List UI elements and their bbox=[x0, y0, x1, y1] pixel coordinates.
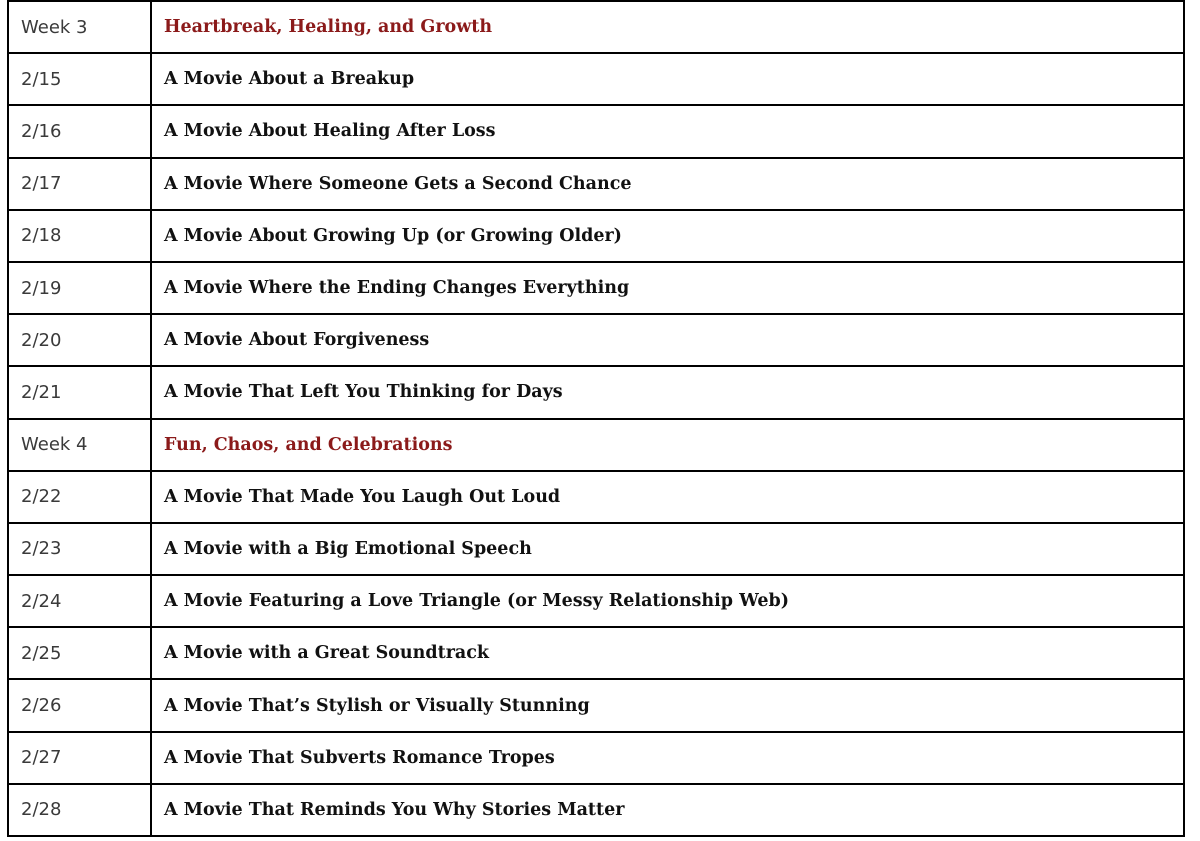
week-theme: Fun, Chaos, and Celebrations bbox=[151, 419, 1184, 471]
week-row bbox=[8, 419, 1184, 471]
table-row bbox=[8, 523, 1184, 575]
movie-prompt-cell: A Movie That Left You Thinking for Days bbox=[151, 366, 1184, 418]
date-cell: 2/25 bbox=[8, 627, 151, 679]
table-row bbox=[8, 366, 1184, 418]
table-row bbox=[8, 784, 1184, 836]
movie-prompt-cell: A Movie About Forgiveness bbox=[151, 314, 1184, 366]
date-cell: 2/16 bbox=[8, 105, 151, 157]
date-cell: 2/21 bbox=[8, 366, 151, 418]
date-cell: 2/20 bbox=[8, 314, 151, 366]
table-row bbox=[8, 575, 1184, 627]
date-cell: 2/17 bbox=[8, 158, 151, 210]
movie-prompt-cell: A Movie About Growing Up (or Growing Older) bbox=[151, 210, 1184, 262]
week-row bbox=[8, 1, 1184, 53]
movie-prompt-cell: A Movie About a Breakup bbox=[151, 53, 1184, 105]
date-cell: 2/22 bbox=[8, 471, 151, 523]
movie-prompt-cell: A Movie Featuring a Love Triangle (or Messy Relationship Web) bbox=[151, 575, 1184, 627]
date-cell: 2/19 bbox=[8, 262, 151, 314]
date-cell: 2/18 bbox=[8, 210, 151, 262]
movie-prompt-cell: A Movie with a Great Soundtrack bbox=[151, 627, 1184, 679]
schedule-body bbox=[8, 1, 1184, 836]
week-label: Week 3 bbox=[8, 1, 151, 53]
date-cell: 2/15 bbox=[8, 53, 151, 105]
date-cell: 2/24 bbox=[8, 575, 151, 627]
date-cell: 2/27 bbox=[8, 732, 151, 784]
table-row bbox=[8, 627, 1184, 679]
movie-prompt-cell: A Movie That Made You Laugh Out Loud bbox=[151, 471, 1184, 523]
table-row bbox=[8, 158, 1184, 210]
date-cell: 2/28 bbox=[8, 784, 151, 836]
table-row bbox=[8, 732, 1184, 784]
table-row bbox=[8, 314, 1184, 366]
movie-prompt-cell: A Movie That’s Stylish or Visually Stunning bbox=[151, 679, 1184, 731]
date-cell: 2/26 bbox=[8, 679, 151, 731]
week-label: Week 4 bbox=[8, 419, 151, 471]
table-row bbox=[8, 262, 1184, 314]
table-row bbox=[8, 471, 1184, 523]
table-row bbox=[8, 679, 1184, 731]
movie-prompt-cell: A Movie That Subverts Romance Tropes bbox=[151, 732, 1184, 784]
week-theme: Heartbreak, Healing, and Growth bbox=[151, 1, 1184, 53]
movie-prompt-cell: A Movie That Reminds You Why Stories Matter bbox=[151, 784, 1184, 836]
date-cell: 2/23 bbox=[8, 523, 151, 575]
table-row bbox=[8, 210, 1184, 262]
table-row bbox=[8, 105, 1184, 157]
table-row bbox=[8, 53, 1184, 105]
movie-prompt-cell: A Movie About Healing After Loss bbox=[151, 105, 1184, 157]
movie-prompt-cell: A Movie Where the Ending Changes Everything bbox=[151, 262, 1184, 314]
movie-prompt-cell: A Movie with a Big Emotional Speech bbox=[151, 523, 1184, 575]
movie-prompt-cell: A Movie Where Someone Gets a Second Chance bbox=[151, 158, 1184, 210]
movie-schedule-table bbox=[7, 0, 1185, 837]
